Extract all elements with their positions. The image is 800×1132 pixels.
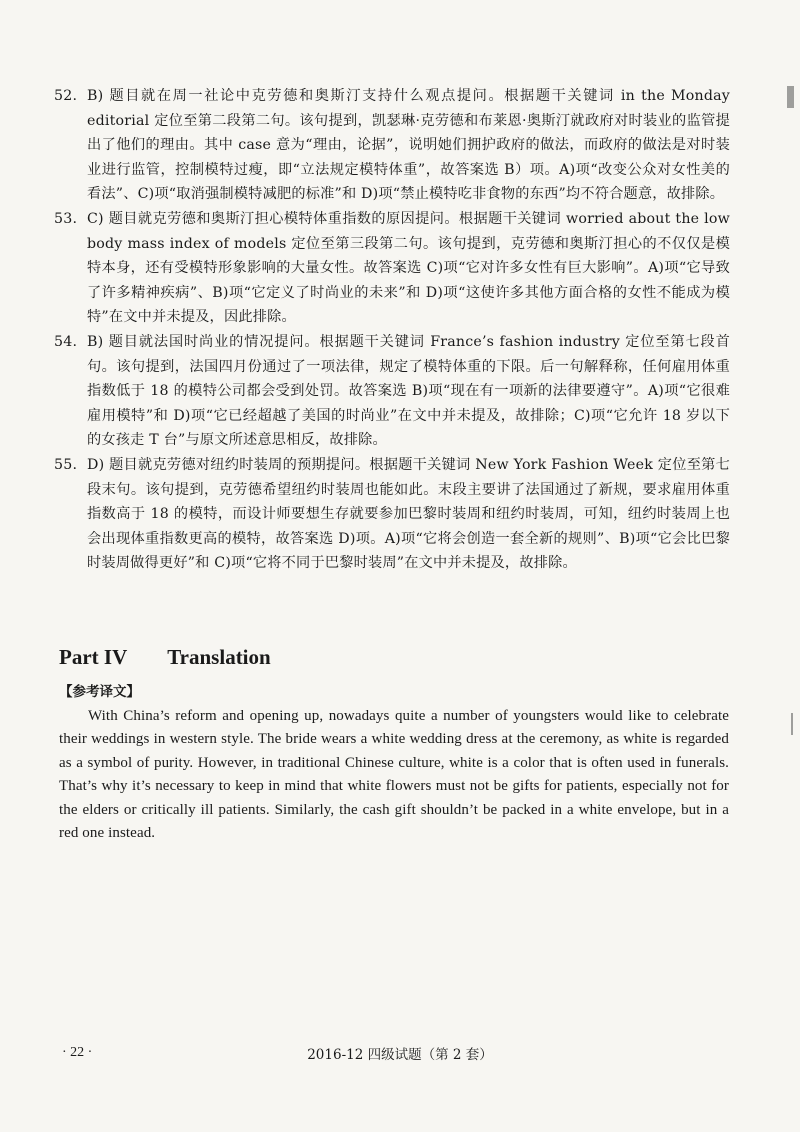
answer-explanations — [54, 84, 730, 576]
footer-title: 2016-12 四级试题（第 2 套） — [307, 1047, 493, 1063]
scan-artifact — [791, 713, 793, 735]
question-number: 54. — [54, 333, 78, 350]
section-heading — [59, 644, 271, 670]
question-number: 52. — [54, 88, 78, 104]
answer-55 — [54, 453, 730, 576]
section-part: Part IV — [59, 645, 128, 669]
answer-text: B) 题目就法国时尚业的情况提问。根据题干关键词 France’s fashion industry 定位至第七段首句。该句提到，法国四月份通过了一项法律，规定了模特体重的下限。后一句解释称，任何雇用体重指数低于 18 的模特公司都会受到处罚。故答案选 B)项“现在有一项新的法律要遵守”。A)项“它很难雇用模特”和 D)项“它已经超越了美国的时尚业”在文中并未提及，故排除；C)项“它允许 18 岁以下的女孩走 T 台”与原文所述意思相反，故排除。 — [87, 333, 730, 449]
translation-paragraph: With China’s reform and opening up, nowadays quite a number of youngsters would like to celebrate their weddings in western style. The bride wears a white wedding dress at the ceremony, as white is regarded as a symbol of purity. However, in traditional Chinese culture, white is a color that is often used in funerals. That’s why it’s necessary to keep in mind that white flowers must not be gifts for patients, especially not for the elders or critically ill patients. Similarly, the cash gift shouldn’t be packed in a white envelope, but in a red one instead. — [59, 708, 729, 842]
reference-label: 【参考译文】 — [59, 684, 140, 700]
question-number: 53. — [54, 210, 78, 227]
answer-52 — [54, 84, 730, 207]
answer-text: D) 题目就克劳德对纽约时装周的预期提问。根据题干关键词 New York Fashion Week 定位至第七段末句。该句提到，克劳德希望纽约时装周也能如此。末段主要讲了法国通过了新规，要求雇用体重指数高于 18 的模特，而设计师要想生存就要参加巴黎时装周和纽约时装周，可知，纽约时装周上也会出现体重指数更高的模特，故答案选 D)项。A)项“它将会创造一套全新的规则”、B)项“它会比巴黎时装周做得更好”和 C)项“它将不同于巴黎时装周”在文中并未提及，故排除。 — [87, 456, 730, 572]
answer-text: B) 题目就在周一社论中克劳德和奥斯汀支持什么观点提问。根据题干关键词 in the Monday editorial 定位至第二段第二句。该句提到，凯瑟琳·克劳德和布莱恩·奥斯汀就政府对时装业的监管提出了他们的理由。其中 case 意为“理由，论据”，说明她们拥护政府的做法，而政府的做法是对时装业进行监管，控制模特过瘦，即“立法规定模特体重”，故答案选 B）项。A)项“改变公众对女性美的看法”、C)项“取消强制模特减肥的标准”和 D)项“禁止模特吃非食物的东西”均不符合题意，故排除。 — [87, 88, 730, 203]
question-number: 55. — [54, 456, 78, 473]
answer-text: C) 题目就克劳德和奥斯汀担心模特体重指数的原因提问。根据题干关键词 worried about the low body mass index of models 定位至第三段第二句。该句提到，克劳德和奥斯汀担心的不仅仅是模特本身，还有受模特形象影响的大量女性。故答案选 C)项“它对许多女性有巨大影响”。A)项“它导致了许多精神疾病”、B)项“它定义了时尚业的未来”和 D)项“这使许多其他方面合格的女性不能成为模特”在文中并未提及，因此排除。 — [87, 210, 730, 326]
scan-artifact — [787, 86, 794, 108]
page-number: · 22 · — [62, 1045, 93, 1060]
answer-54 — [54, 330, 730, 453]
answer-53 — [54, 207, 730, 330]
section-name: Translation — [167, 645, 271, 669]
